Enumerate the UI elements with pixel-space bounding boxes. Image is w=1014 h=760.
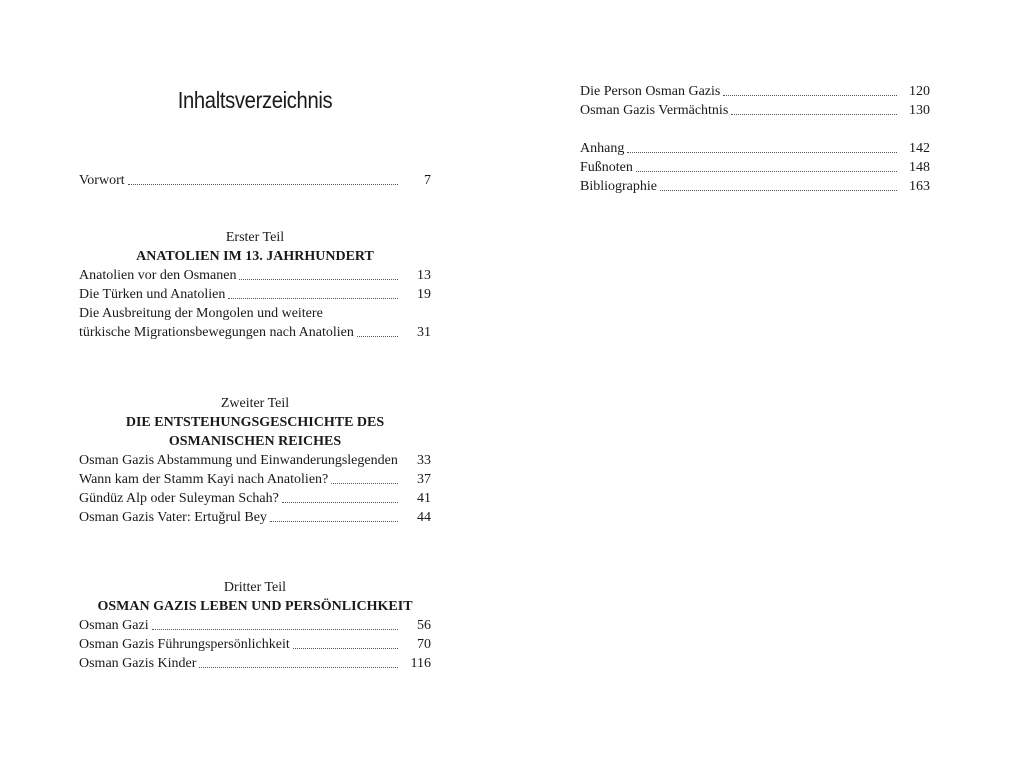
- toc-entry-label: Osman Gazis Abstammung und Einwanderungslegenden: [79, 453, 398, 468]
- toc-entry-label: Wann kam der Stamm Kayi nach Anatolien?: [79, 472, 329, 487]
- toc-entry[interactable]: [79, 654, 431, 673]
- toc-entry-page: 142: [909, 141, 930, 156]
- toc-entry[interactable]: [79, 635, 431, 654]
- toc-entry-page: 37: [417, 472, 431, 487]
- dot-leader: [152, 628, 398, 630]
- toc-entry-page: 19: [417, 287, 431, 302]
- toc-entry-label: Osman Gazis Vermächtnis: [580, 103, 729, 118]
- toc-entry[interactable]: [580, 158, 930, 177]
- toc-entry[interactable]: [79, 285, 431, 304]
- dot-leader: [660, 189, 897, 191]
- toc-entry-label: Die Person Osman Gazis: [580, 84, 721, 99]
- right-group-1: [580, 82, 930, 120]
- dot-leader: [199, 666, 398, 668]
- dot-leader: [128, 183, 398, 185]
- toc-entry-label: Vorwort: [79, 173, 125, 188]
- toc-entry-page: 41: [417, 491, 431, 506]
- toc-entry-label: Osman Gazis Kinder: [79, 656, 197, 671]
- toc-entry-page: 163: [909, 179, 930, 194]
- toc-entry-label: Anhang: [580, 141, 625, 156]
- toc-entry-label: Fußnoten: [580, 160, 633, 175]
- part1-section: [79, 228, 431, 342]
- dot-leader: [731, 113, 897, 115]
- part-title: ANATOLIEN IM 13. JAHRHUNDERT: [136, 249, 374, 264]
- dot-leader: [282, 501, 398, 503]
- dot-leader: [627, 151, 897, 153]
- toc-entry-page: 70: [417, 637, 431, 652]
- toc-entry-label-line1[interactable]: Die Ausbreitung der Mongolen und weitere: [79, 306, 323, 321]
- dot-leader: [331, 482, 398, 484]
- toc-entry-preface[interactable]: [79, 171, 431, 190]
- toc-entry[interactable]: [79, 616, 431, 635]
- toc-entry-label: Die Türken und Anatolien: [79, 287, 226, 302]
- part-title-line1: DIE ENTSTEHUNGSGESCHICHTE DES: [125, 415, 385, 430]
- part-label: Zweiter Teil: [220, 396, 290, 411]
- toc-entry[interactable]: [79, 323, 431, 342]
- part3-section: [79, 578, 431, 673]
- toc-entry-page: 44: [417, 510, 431, 525]
- toc-entry-page: 31: [417, 325, 431, 340]
- toc-entry-page: 148: [909, 160, 930, 175]
- toc-entry-page: 33: [417, 453, 431, 468]
- toc-entry-label: Anatolien vor den Osmanen: [79, 268, 237, 283]
- right-group-2: [580, 139, 930, 196]
- toc-entry-label: Bibliographie: [580, 179, 657, 194]
- part-label: Dritter Teil: [223, 580, 287, 595]
- toc-entry[interactable]: [79, 266, 431, 285]
- dot-leader: [270, 520, 398, 522]
- dot-leader: [293, 647, 398, 649]
- toc-entry[interactable]: [79, 489, 431, 508]
- toc-entry-label: Osman Gazis Führungspersönlichkeit: [79, 637, 290, 652]
- dot-leader: [723, 94, 897, 96]
- toc-entry-page: 116: [410, 656, 431, 671]
- toc-entry-page: 13: [417, 268, 431, 283]
- toc-entry[interactable]: [79, 508, 431, 527]
- part2-section: [79, 394, 431, 527]
- part-title: OSMAN GAZIS LEBEN UND PERSÖNLICHKEIT: [97, 599, 413, 614]
- dot-leader: [357, 335, 398, 337]
- toc-entry-page: 56: [417, 618, 431, 633]
- toc-entry-page: 120: [909, 84, 930, 99]
- toc-entry-label: Gündüz Alp oder Suleyman Schah?: [79, 491, 279, 506]
- toc-entry-page: 130: [909, 103, 930, 118]
- toc-entry[interactable]: [580, 139, 930, 158]
- toc-entry[interactable]: [580, 101, 930, 120]
- toc-entry-label: Osman Gazi: [79, 618, 149, 633]
- page-title: Inhaltsverzeichnis: [177, 87, 333, 113]
- preface-section: [79, 171, 431, 190]
- dot-leader: [636, 170, 897, 172]
- toc-entry-page: 7: [424, 173, 431, 188]
- toc-entry[interactable]: [79, 451, 431, 470]
- dot-leader: [239, 278, 398, 280]
- toc-entry[interactable]: [79, 470, 431, 489]
- toc-entry-label-line2: türkische Migrationsbewegungen nach Anatolien: [79, 325, 354, 340]
- toc-entry[interactable]: [580, 82, 930, 101]
- part-title-line2: OSMANISCHEN REICHES: [168, 434, 342, 449]
- toc-entry[interactable]: [580, 177, 930, 196]
- toc-entry-label: Osman Gazis Vater: Ertuğrul Bey: [79, 510, 267, 525]
- part-label: Erster Teil: [225, 230, 285, 245]
- dot-leader: [228, 297, 398, 299]
